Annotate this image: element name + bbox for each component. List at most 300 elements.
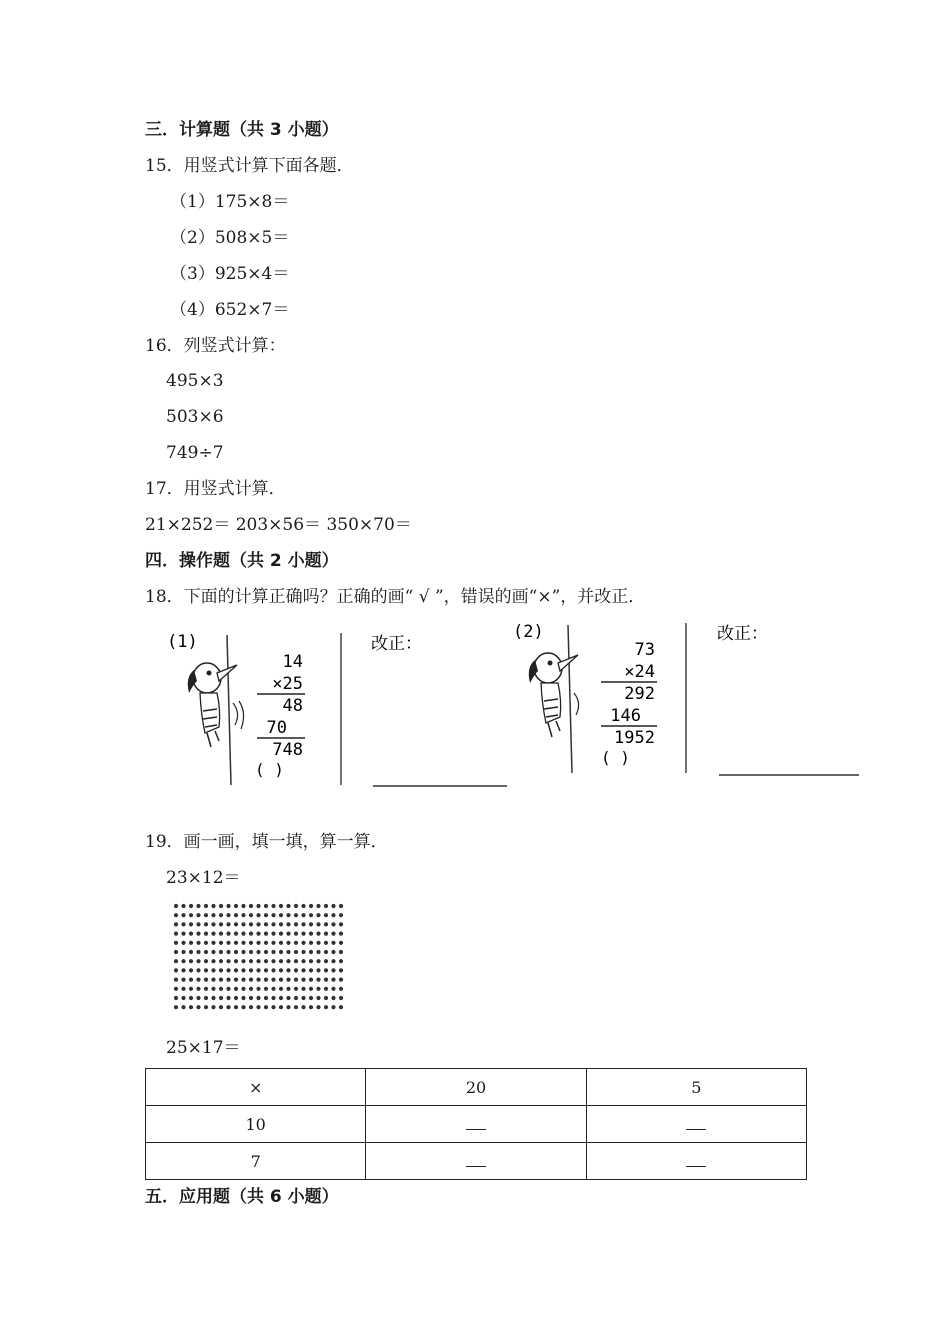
dot <box>196 904 200 908</box>
dot <box>204 996 208 1000</box>
table-cell-blank[interactable] <box>586 1106 806 1143</box>
dot <box>174 978 178 982</box>
panel-1-row-3: 48 <box>282 696 303 716</box>
dot <box>196 950 200 954</box>
dot <box>241 968 245 972</box>
dot <box>249 978 253 982</box>
answer-blank[interactable] <box>686 1152 706 1167</box>
dot <box>309 932 313 936</box>
dot <box>226 913 230 917</box>
dot <box>301 913 305 917</box>
dot <box>286 913 290 917</box>
table-row-2-label: 7 <box>146 1143 366 1180</box>
dot <box>219 941 223 945</box>
dot <box>301 978 305 982</box>
dot <box>324 1005 328 1009</box>
dot <box>294 941 298 945</box>
panel-2-row-3: 292 <box>624 684 655 704</box>
table-cell-blank[interactable] <box>366 1143 586 1180</box>
dot <box>204 941 208 945</box>
dot <box>219 913 223 917</box>
panel-2-row-5: 1952 <box>614 728 655 748</box>
dot <box>211 1005 215 1009</box>
dot <box>316 987 320 991</box>
dot <box>211 932 215 936</box>
dot <box>204 1005 208 1009</box>
dot <box>331 941 335 945</box>
dot <box>211 904 215 908</box>
dot <box>256 959 260 963</box>
question-17-expressions: 21×252＝ 203×56＝ 350×70＝ <box>145 515 412 535</box>
answer-blank[interactable] <box>466 1115 486 1130</box>
dot <box>174 996 178 1000</box>
dot <box>219 968 223 972</box>
dot <box>324 978 328 982</box>
dot <box>324 968 328 972</box>
question-19-expression-2: 25×17＝ <box>166 1038 241 1058</box>
dot <box>331 1005 335 1009</box>
dot <box>256 922 260 926</box>
dot <box>294 959 298 963</box>
dot <box>309 1005 313 1009</box>
dot <box>264 922 268 926</box>
dot <box>204 913 208 917</box>
dot <box>196 932 200 936</box>
dot <box>181 968 185 972</box>
dot <box>174 913 178 917</box>
dot <box>174 959 178 963</box>
section-4-heading: 四．操作题（共 2 小题） <box>145 551 339 571</box>
dot <box>189 932 193 936</box>
dot <box>234 913 238 917</box>
dot <box>189 996 193 1000</box>
dot <box>271 959 275 963</box>
dot <box>241 978 245 982</box>
dot <box>324 904 328 908</box>
dot <box>301 904 305 908</box>
dot <box>286 987 290 991</box>
dot <box>339 959 343 963</box>
dot <box>301 1005 305 1009</box>
multiplication-table <box>145 1068 807 1180</box>
dot <box>339 978 343 982</box>
dot <box>316 904 320 908</box>
dot-grid-svg <box>170 900 350 1015</box>
dot <box>271 941 275 945</box>
panel-2-answer-paren: ( ) <box>601 748 630 767</box>
dot <box>264 904 268 908</box>
dot <box>226 904 230 908</box>
woodpecker-1-icon <box>188 663 244 747</box>
dot <box>294 968 298 972</box>
dot <box>286 968 290 972</box>
dot <box>294 1005 298 1009</box>
dot <box>309 922 313 926</box>
dot <box>211 996 215 1000</box>
dot <box>189 941 193 945</box>
dot <box>226 922 230 926</box>
dot <box>241 1005 245 1009</box>
dot <box>241 932 245 936</box>
dot <box>309 968 313 972</box>
panel-1-row-4: 70 <box>266 718 287 738</box>
dot <box>181 987 185 991</box>
dot <box>211 968 215 972</box>
question-15-prompt: 15．用竖式计算下面各题． <box>145 156 354 176</box>
dot <box>279 904 283 908</box>
dot <box>189 950 193 954</box>
dot <box>286 904 290 908</box>
dot <box>196 987 200 991</box>
dot <box>181 932 185 936</box>
table-row <box>146 1143 807 1180</box>
dot <box>264 950 268 954</box>
section-3-heading: 三．计算题（共 3 小题） <box>145 120 339 140</box>
question-16-item-1: 495×3 <box>166 371 224 391</box>
dot <box>234 904 238 908</box>
dot <box>264 968 268 972</box>
panel-2-row-4: 146 <box>610 706 641 726</box>
panel-1-answer-paren: ( ) <box>255 760 284 779</box>
dot <box>241 922 245 926</box>
dot <box>301 950 305 954</box>
dot <box>331 959 335 963</box>
dot <box>286 959 290 963</box>
dot <box>189 922 193 926</box>
dot <box>271 978 275 982</box>
dot <box>324 941 328 945</box>
dot <box>241 950 245 954</box>
dot-grid <box>170 900 350 1015</box>
dot <box>234 987 238 991</box>
question-15-item-4: （4）652×7＝ <box>170 300 290 320</box>
dot <box>316 913 320 917</box>
dot <box>324 996 328 1000</box>
dot <box>226 968 230 972</box>
dot <box>226 1005 230 1009</box>
dot <box>219 950 223 954</box>
dot <box>301 959 305 963</box>
dot <box>309 950 313 954</box>
dot <box>219 996 223 1000</box>
dot <box>189 1005 193 1009</box>
dot <box>256 913 260 917</box>
dot <box>174 987 178 991</box>
dot <box>189 913 193 917</box>
table-cell-blank[interactable] <box>366 1106 586 1143</box>
panel-2-row-2: ×24 <box>624 662 655 682</box>
dot <box>286 941 290 945</box>
dot <box>196 959 200 963</box>
dot <box>196 978 200 982</box>
dot <box>286 1005 290 1009</box>
dot <box>249 996 253 1000</box>
dot <box>234 932 238 936</box>
dot <box>294 904 298 908</box>
dot <box>226 978 230 982</box>
panel-1-label: (1) <box>167 632 198 652</box>
dot <box>279 913 283 917</box>
dot <box>264 978 268 982</box>
dot <box>234 922 238 926</box>
dot <box>174 968 178 972</box>
dot <box>264 987 268 991</box>
dot <box>301 987 305 991</box>
dot <box>339 1005 343 1009</box>
dot <box>211 959 215 963</box>
dot <box>211 978 215 982</box>
dot <box>256 1005 260 1009</box>
dot <box>256 968 260 972</box>
dot <box>279 1005 283 1009</box>
question-16-item-3: 749÷7 <box>166 443 224 463</box>
dot <box>219 987 223 991</box>
question-16-prompt: 16．列竖式计算： <box>145 336 286 356</box>
table-header-row <box>146 1069 807 1106</box>
question-17-prompt: 17．用竖式计算． <box>145 479 286 499</box>
dot <box>294 996 298 1000</box>
dot <box>256 996 260 1000</box>
dot <box>256 932 260 936</box>
question-18-figure <box>145 615 865 795</box>
dot <box>249 922 253 926</box>
dot <box>174 950 178 954</box>
dot <box>294 922 298 926</box>
dot <box>256 978 260 982</box>
dot <box>271 996 275 1000</box>
dot <box>301 996 305 1000</box>
dot <box>294 932 298 936</box>
dot <box>301 932 305 936</box>
dot <box>279 922 283 926</box>
dot <box>219 978 223 982</box>
dot <box>339 913 343 917</box>
dot <box>181 941 185 945</box>
panel-2-row-1: 73 <box>634 640 655 660</box>
dot <box>324 959 328 963</box>
table-header-times: × <box>146 1069 366 1106</box>
panel-1-row-5: 748 <box>272 740 303 760</box>
dot <box>271 922 275 926</box>
panel-1-correction-label: 改正： <box>371 634 422 654</box>
dot <box>174 1005 178 1009</box>
dot <box>241 996 245 1000</box>
dot <box>331 987 335 991</box>
dot <box>256 941 260 945</box>
dot <box>316 968 320 972</box>
dot <box>189 959 193 963</box>
dot <box>241 987 245 991</box>
question-18-prompt: 18．下面的计算正确吗？正确的画“ √ ”，错误的画“×”，并改正． <box>145 587 646 607</box>
dot <box>264 941 268 945</box>
dot <box>324 913 328 917</box>
dot <box>226 950 230 954</box>
section-5-heading: 五．应用题（共 6 小题） <box>145 1187 339 1207</box>
dot <box>196 968 200 972</box>
dot <box>264 913 268 917</box>
dot <box>211 922 215 926</box>
dot <box>219 932 223 936</box>
dot <box>196 996 200 1000</box>
question-19-prompt: 19．画一画，填一填，算一算． <box>145 832 388 852</box>
dot <box>339 941 343 945</box>
panel-1-row-2: ×25 <box>272 674 303 694</box>
dot <box>204 922 208 926</box>
dot <box>249 959 253 963</box>
dot <box>189 904 193 908</box>
dot <box>204 987 208 991</box>
panel-1-row-1: 14 <box>282 652 303 672</box>
dot <box>264 959 268 963</box>
table-row-1-label: 10 <box>146 1106 366 1143</box>
dot <box>181 913 185 917</box>
dot <box>226 996 230 1000</box>
panel-1-tree-trunk <box>227 635 231 785</box>
dot <box>256 987 260 991</box>
dot <box>309 987 313 991</box>
dot <box>316 959 320 963</box>
dot <box>181 904 185 908</box>
dot <box>219 1005 223 1009</box>
question-15-item-3: （3）925×4＝ <box>170 264 290 284</box>
dot <box>196 1005 200 1009</box>
dot <box>241 913 245 917</box>
dot <box>316 1005 320 1009</box>
table-row <box>146 1106 807 1143</box>
dot <box>316 978 320 982</box>
dot <box>271 968 275 972</box>
dot <box>316 950 320 954</box>
dot <box>279 941 283 945</box>
dot <box>226 959 230 963</box>
dot <box>211 987 215 991</box>
dot <box>271 932 275 936</box>
dot <box>249 968 253 972</box>
panel-2-correction-label: 改正： <box>717 624 768 644</box>
dot <box>339 996 343 1000</box>
dot <box>324 987 328 991</box>
dot <box>249 1005 253 1009</box>
dot <box>309 904 313 908</box>
table-header-col-2: 5 <box>586 1069 806 1106</box>
dot <box>189 987 193 991</box>
table-header-col-1: 20 <box>366 1069 586 1106</box>
dot <box>234 978 238 982</box>
dot <box>234 959 238 963</box>
question-19-expression-1: 23×12＝ <box>166 868 241 888</box>
dot <box>324 950 328 954</box>
dot <box>271 950 275 954</box>
dot <box>301 922 305 926</box>
dot <box>331 996 335 1000</box>
dot <box>286 932 290 936</box>
dot <box>234 968 238 972</box>
answer-blank[interactable] <box>686 1115 706 1130</box>
answer-blank[interactable] <box>466 1152 486 1167</box>
dot <box>219 922 223 926</box>
dot <box>249 904 253 908</box>
dot <box>211 941 215 945</box>
dot <box>226 941 230 945</box>
dot <box>219 904 223 908</box>
dot <box>264 932 268 936</box>
dot <box>294 978 298 982</box>
dot <box>196 941 200 945</box>
dot <box>294 950 298 954</box>
dot <box>294 913 298 917</box>
dot <box>316 996 320 1000</box>
dot <box>181 922 185 926</box>
dot <box>331 978 335 982</box>
dot <box>234 941 238 945</box>
dot <box>301 968 305 972</box>
question-18-svg <box>145 615 865 795</box>
dot <box>204 904 208 908</box>
dot <box>211 950 215 954</box>
dot <box>339 950 343 954</box>
dot <box>174 904 178 908</box>
dot <box>204 932 208 936</box>
dot <box>339 904 343 908</box>
dot <box>264 1005 268 1009</box>
dot <box>324 922 328 926</box>
dot <box>286 922 290 926</box>
panel-2-label: (2) <box>513 622 544 642</box>
dot <box>189 978 193 982</box>
dot <box>181 996 185 1000</box>
dot <box>286 996 290 1000</box>
dot <box>279 978 283 982</box>
dot <box>174 922 178 926</box>
dot <box>249 950 253 954</box>
dot <box>339 968 343 972</box>
dot <box>331 950 335 954</box>
dot <box>279 987 283 991</box>
table-cell-blank[interactable] <box>586 1143 806 1180</box>
dot <box>339 932 343 936</box>
dot <box>331 932 335 936</box>
dot <box>196 922 200 926</box>
panel-2-tree-trunk <box>568 625 572 773</box>
dot <box>316 932 320 936</box>
dot <box>286 978 290 982</box>
dot <box>241 904 245 908</box>
dot <box>249 932 253 936</box>
dot <box>249 913 253 917</box>
dot <box>309 913 313 917</box>
dot <box>324 932 328 936</box>
question-16-item-2: 503×6 <box>166 407 224 427</box>
dot <box>241 941 245 945</box>
dot <box>249 987 253 991</box>
dot <box>181 1005 185 1009</box>
dot <box>279 996 283 1000</box>
dot <box>316 922 320 926</box>
question-15-item-1: （1）175×8＝ <box>170 192 290 212</box>
dot <box>196 913 200 917</box>
dot <box>256 904 260 908</box>
dot <box>211 913 215 917</box>
dot <box>339 987 343 991</box>
dot <box>339 922 343 926</box>
dot <box>309 941 313 945</box>
dot <box>204 978 208 982</box>
dot <box>286 950 290 954</box>
dot <box>189 968 193 972</box>
dot <box>249 941 253 945</box>
dot <box>174 932 178 936</box>
dot <box>279 959 283 963</box>
